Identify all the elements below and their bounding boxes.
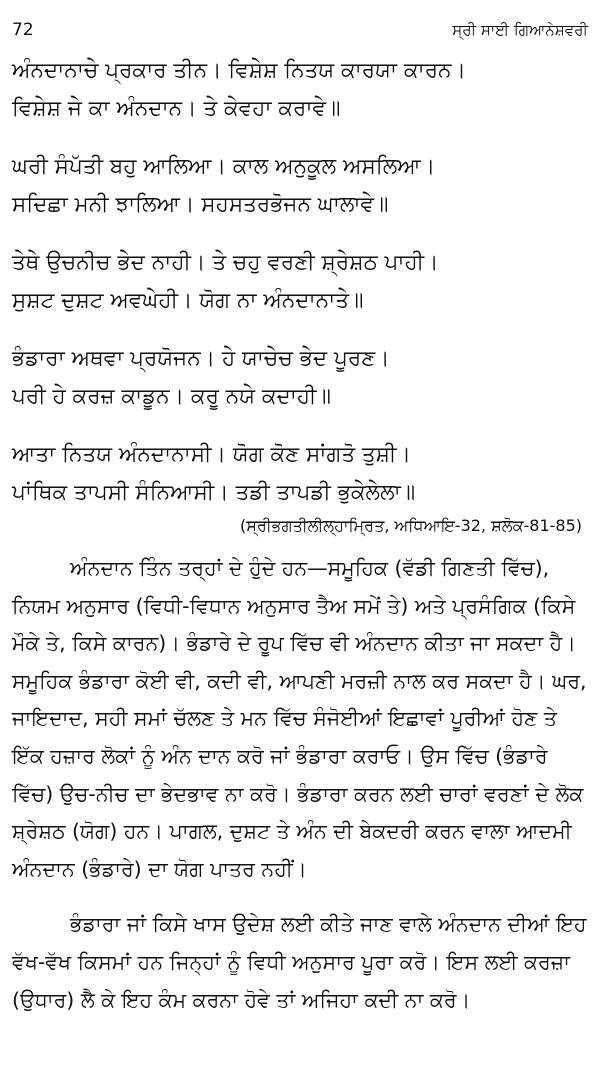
verse-block: [12, 52, 588, 128]
verse-line: ਅੰਨਦਾਨਾਚੇ ਪ੍ਰਕਾਰ ਤੀਨ। ਵਿਸ਼ੇਸ਼ ਨਿਤਯ ਕਾਰਯਾ ਕਾਰਨ।: [12, 58, 466, 83]
verse-line: ਪਰੀ ਹੇ ਕਰਜ਼ ਕਾਡੂਨ। ਕਰੂ ਨਯੇ ਕਦਾਹੀ॥: [12, 384, 332, 409]
verse-section: [12, 52, 588, 512]
verse-line: ਪਾਂਥਿਕ ਤਾਪਸੀ ਸੰਨਿਆਸੀ। ਤਡੀ ਤਾਪਡੀ ਭੁਕੇਲੇਲਾ॥: [12, 480, 416, 505]
verse-line: ਤੇਥੇ ਉਚਨੀਚ ਭੇਦ ਨਾਹੀ। ਤੇ ਚਹੁ ਵਰਣੀ ਸ਼੍ਰੇਸ਼ਠ ਪਾਹੀ।: [12, 250, 439, 275]
verse-block: [12, 148, 588, 224]
page-header: [12, 20, 588, 46]
commentary-paragraph: ਭੰਡਾਰਾ ਜਾਂ ਕਿਸੇ ਖਾਸ ਉਦੇਸ਼ ਲਈ ਕੀਤੇ ਜਾਣ ਵਾਲੇ ਅੰਨਦਾਨ ਦੀਆਂ ਇਹ ਵੱਖ-ਵੱਖ ਕਿਸਮਾਂ ਹਨ ਜਿਨ੍ਹਾਂ ਨੂੰ ਵਿਧੀ ਅਨੁਸਾਰ ਪੂਰਾ ਕਰੋ। ਇਸ ਲਈ ਕਰਜ਼ਾ (ਉਧਾਰ) ਲੈ ਕੇ ਇਹ ਕੰਮ ਕਰਨਾ ਹੋਵੇ ਤਾਂ ਅਜਿਹਾ ਕਦੀ ਨਾ ਕਰੋ।: [12, 912, 587, 1012]
verse-citation: (ਸ੍ਰੀਭਗਤੀਲੀਲ੍ਹਾਮ੍ਰਿਤ, ਅਧਿਆਇ-32, ਸ਼ਲੋਕ-81-85): [240, 516, 582, 535]
verse-line: ਭੰਡਾਰਾ ਅਥਵਾ ਪ੍ਰਯੋਜਨ। ਹੇ ਯਾਚੇਚ ਭੇਦ ਪੂਰਣ।: [12, 346, 390, 371]
commentary-paragraph: ਅੰਨਦਾਨ ਤਿੰਨ ਤਰ੍ਹਾਂ ਦੇ ਹੁੰਦੇ ਹਨ—ਸਮੂਹਿਕ (ਵੱਡੀ ਗਿਣਤੀ ਵਿੱਚ), ਨਿਯਮ ਅਨੁਸਾਰ (ਵਿਧੀ-ਵਿਧਾਨ ਅਨੁਸਾਰ ਤੈਅ ਸਮੇਂ ਤੇ) ਅਤੇ ਪ੍ਰਸੰਗਿਕ (ਕਿਸੇ ਮੌਕੇ ਤੇ, ਕਿਸੇ ਕਾਰਨ)। ਭੰਡਾਰੇ ਦੇ ਰੂਪ ਵਿੱਚ ਵੀ ਅੰਨਦਾਨ ਕੀਤਾ ਜਾ ਸਕਦਾ ਹੈ। ਸਮੂਹਿਕ ਭੰਡਾਰਾ ਕੋਈ ਵੀ, ਕਦੀ ਵੀ, ਆਪਣੀ ਮਰਜ਼ੀ ਨਾਲ ਕਰ ਸਕਦਾ ਹੈ। ਘਰ, ਜਾਇਦਾਦ, ਸਹੀ ਸਮਾਂ ਚੱਲਣ ਤੇ ਮਨ ਵਿੱਚ ਸੰਜੋਈਆਂ ਇਛਾਵਾਂ ਪੂਰੀਆਂ ਹੋਣ ਤੇ ਇੱਕ ਹਜ਼ਾਰ ਲੋਕਾਂ ਨੂੰ ਅੰਨ ਦਾਨ ਕਰੋ ਜਾਂ ਭੰਡਾਰਾ ਕਰਾਓ। ਉਸ ਵਿੱਚ (ਭੰਡਾਰੇ ਵਿੱਚ) ਉਚ-ਨੀਚ ਦਾ ਭੇਦਭਾਵ ਨਾ ਕਰੋ। ਭੰਡਾਰਾ ਕਰਨ ਲਈ ਚਾਰਾਂ ਵਰਣਾਂ ਦੇ ਲੋਕ ਸ਼੍ਰੇਸ਼ਠ (ਯੋਗ) ਹਨ। ਪਾਗਲ, ਦੁਸ਼ਟ ਤੇ ਅੰਨ ਦੀ ਬੇਕਦਰੀ ਕਰਨ ਵਾਲਾ ਆਦਮੀ ਅੰਨਦਾਨ (ਭੰਡਾਰੇ) ਦਾ ਯੋਗ ਪਾਤਰ ਨਹੀਂ।: [12, 556, 587, 881]
running-title: ਸ੍ਰੀ ਸਾਈ ਗਿਆਨੇਸ਼ਵਰੀ: [452, 21, 588, 39]
verse-line: ਘਰੀ ਸੰਪੱਤੀ ਬਹੁ ਆਲਿਆ। ਕਾਲ ਅਨੁਕੂਲ ਅਸਲਿਆ।: [12, 154, 436, 179]
page-number: 72: [12, 20, 34, 40]
verse-line: ਆਤਾ ਨਿਤਯ ਅੰਨਦਾਨਾਸੀ। ਯੋਗ ਕੋਣ ਸਾਂਗਤੋ ਤੁਸ਼ੀ।: [12, 442, 411, 467]
commentary: [12, 550, 588, 1019]
verse-block: [12, 340, 588, 416]
verse-block: [12, 436, 588, 512]
verse-line: ਸੁਸ਼ਟ ਦੁਸ਼ਟ ਅਵਘੇਹੀ। ਯੋਗ ਨਾ ਅੰਨਦਾਨਾਤੇ॥: [12, 288, 364, 313]
verse-line: ਵਿਸ਼ੇਸ਼ ਜੇ ਕਾ ਅੰਨਦਾਨ। ਤੇ ਕੇਵਹਾ ਕਰਾਵੇ॥: [12, 96, 341, 121]
verse-block: [12, 244, 588, 320]
verse-line: ਸਦਿਛਾ ਮਨੀ ਝਾਲਿਆ। ਸਹਸਤਰਭੋਜਨ ਘਾਲਾਵੇ॥: [12, 192, 389, 217]
